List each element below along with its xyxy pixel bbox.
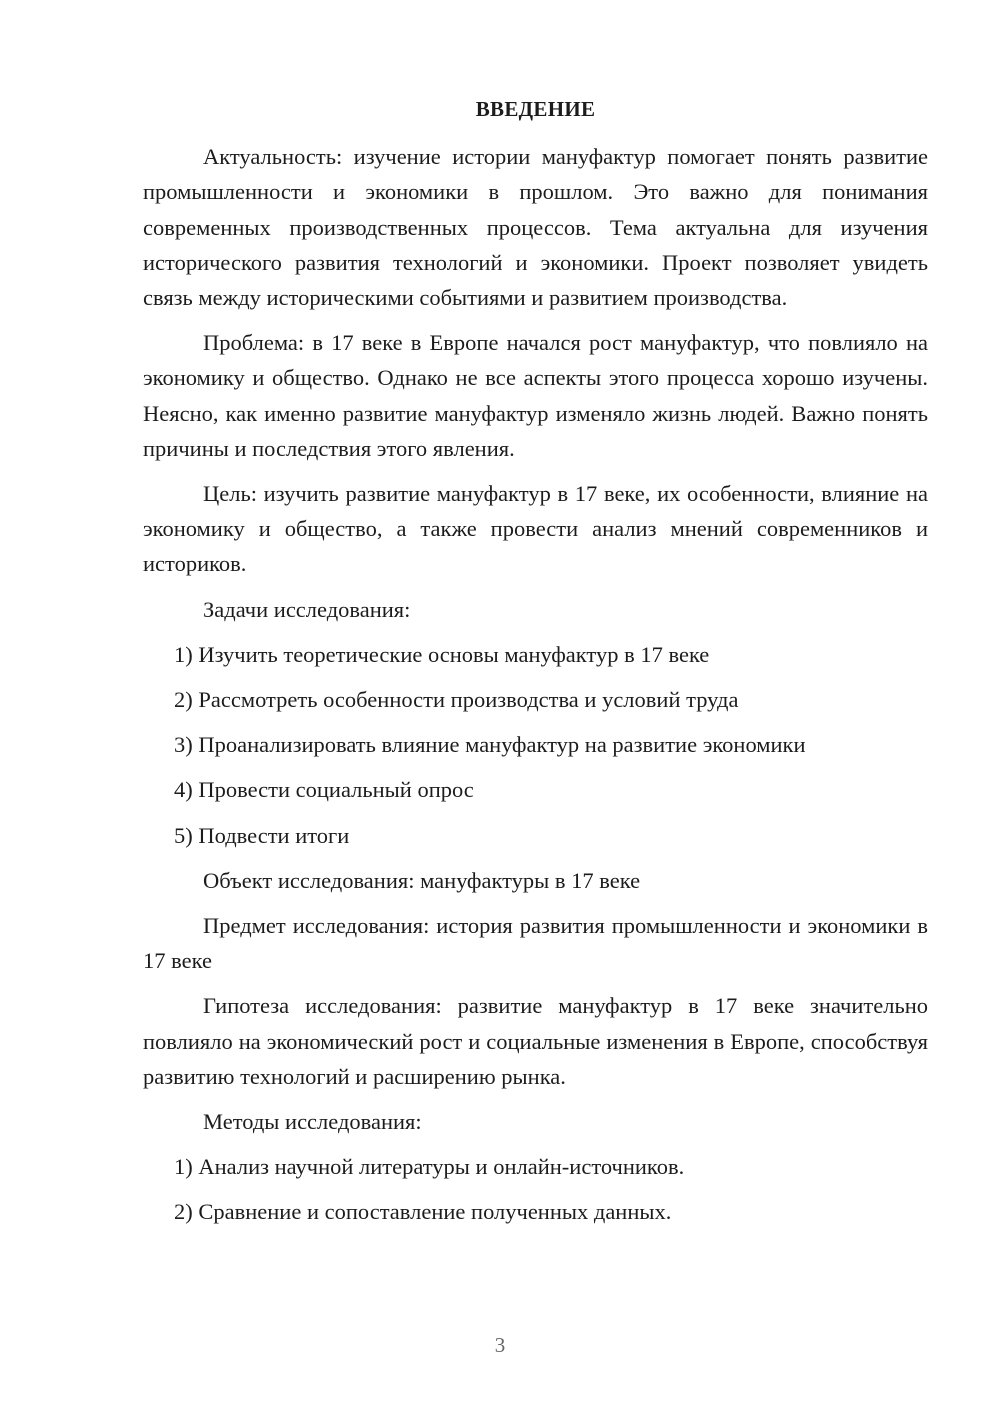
list-item: 1) Анализ научной литературы и онлайн-источников. — [174, 1154, 685, 1180]
tasks-heading: Задачи исследования: — [203, 596, 411, 622]
subject-paragraph: Предмет исследования: история развития промышленности и экономики в 17 веке — [143, 913, 928, 974]
object-line: Объект исследования: мануфактуры в 17 веке — [203, 867, 641, 893]
problem-paragraph: Проблема: в 17 веке в Европе начался рост мануфактур, что повлияло на экономику и общество. Однако не все аспекты этого процесса хорошо изучены. Неясно, как именно развитие мануфактур изменяло жизнь людей. Важно понять причины и последствия этого явления. — [143, 330, 928, 461]
list-item: 4) Провести социальный опрос — [174, 777, 474, 803]
methods-heading: Методы исследования: — [203, 1109, 422, 1135]
goal-paragraph: Цель: изучить развитие мануфактур в 17 веке, их особенности, влияние на экономику и общество, а также провести анализ мнений современников и историков. — [143, 481, 928, 577]
relevance-paragraph: Актуальность: изучение истории мануфактур помогает понять развитие промышленности и экономики в прошлом. Это важно для понимания современных производственных процессов. Тема актуальна для изучения исторического развития технологий и экономики. Проект позволяет увидеть связь между историческими событиями и развитием производства. — [143, 144, 928, 311]
page-number: 3 — [494, 1333, 506, 1357]
list-item: 3) Проанализировать влияние мануфактур на развитие экономики — [174, 732, 806, 758]
list-item: 5) Подвести итоги — [174, 822, 350, 848]
hypothesis-paragraph: Гипотеза исследования: развитие мануфактур в 17 веке значительно повлияло на экономический рост и социальные изменения в Европе, способствуя развитию технологий и расширению рынка. — [143, 993, 928, 1089]
list-item: 1) Изучить теоретические основы мануфактур в 17 веке — [174, 641, 710, 667]
document-page — [143, 92, 928, 1240]
list-item: 2) Сравнение и сопоставление полученных данных. — [174, 1199, 672, 1225]
methods-list — [143, 1149, 928, 1229]
tasks-list — [143, 637, 928, 853]
list-item: 2) Рассмотреть особенности производства и условий труда — [174, 687, 739, 713]
section-title: ВВЕДЕНИЕ — [475, 97, 596, 121]
